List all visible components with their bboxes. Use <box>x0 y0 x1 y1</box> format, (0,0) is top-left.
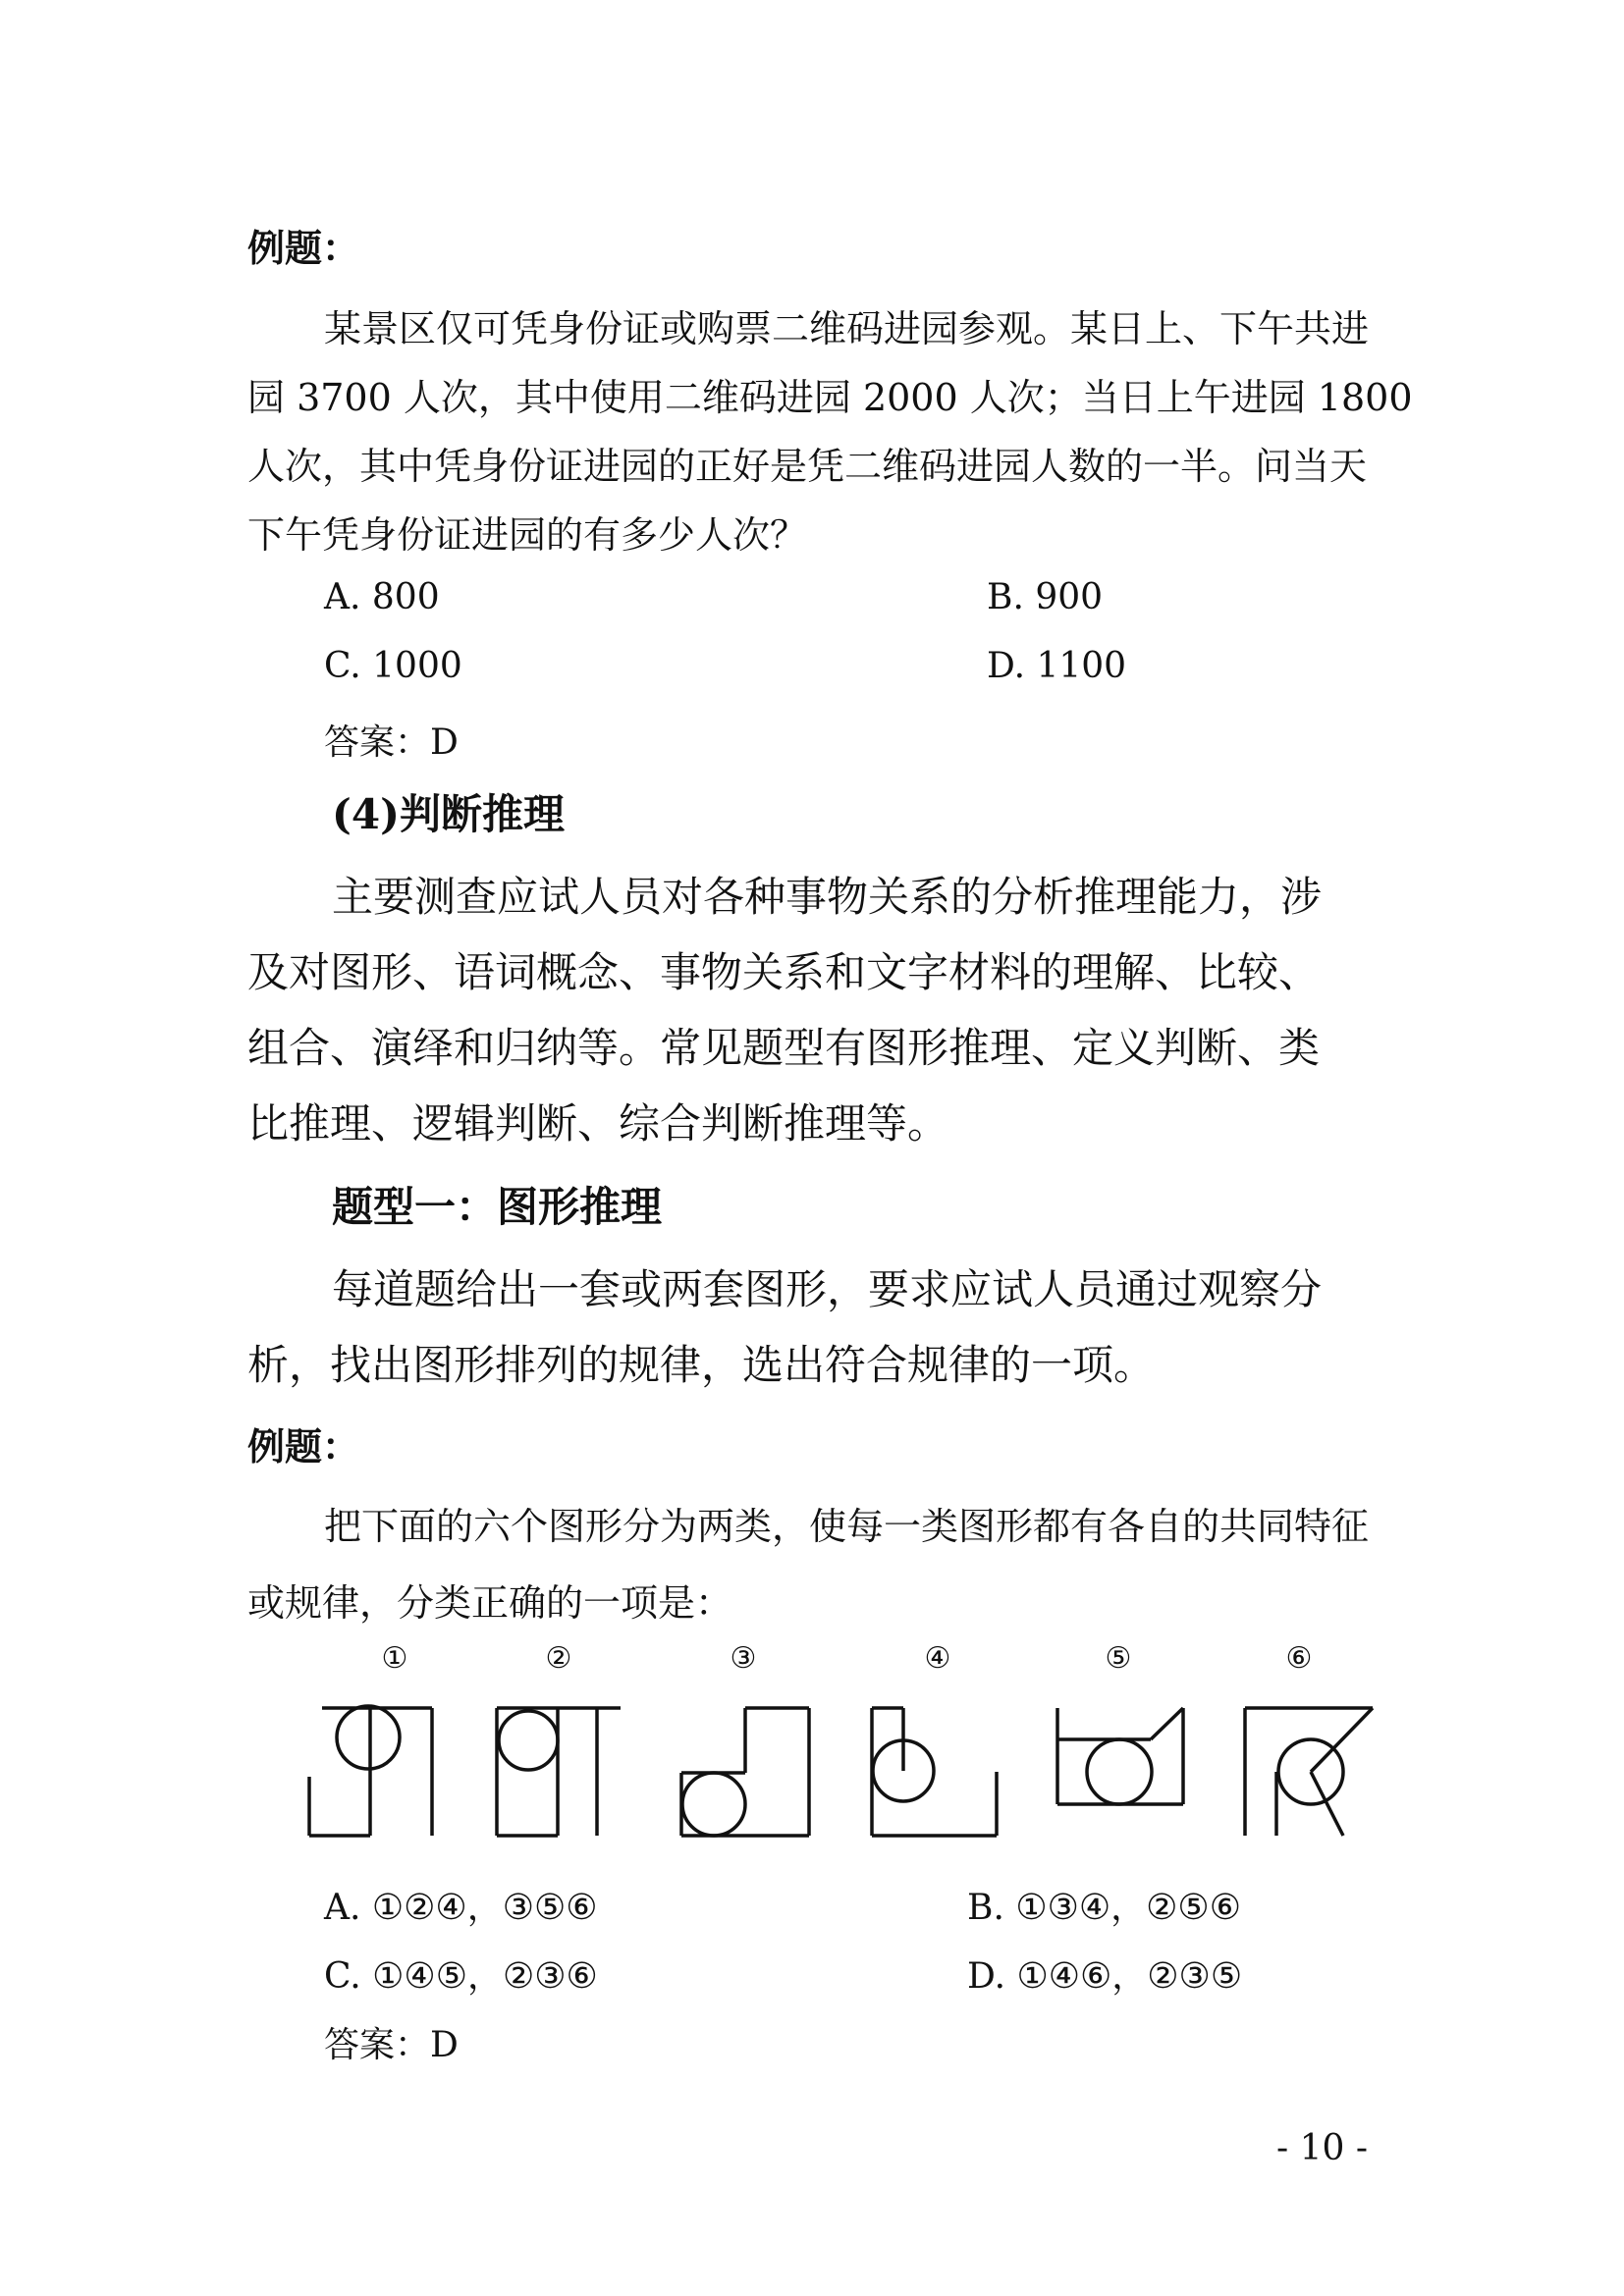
figure-5 <box>1057 1708 1183 1804</box>
q1-text-line-2: 园 3700 人次，其中使用二维码进园 2000 人次；当日上午进园 1800 <box>247 376 1413 419</box>
subsection-text-line-1: 每道题给出一套或两套图形，要求应试人员通过观察分 <box>332 1265 1323 1313</box>
figure-4 <box>872 1708 997 1836</box>
q1-text-line-3: 人次，其中凭身份证进园的正好是凭二维码进园人数的一半。问当天 <box>247 445 1368 488</box>
page-number: - 10 - <box>1276 2128 1369 2168</box>
figure-number-2: ② <box>545 1641 572 1676</box>
section-text-line-3: 组合、演绎和归纳等。常见题型有图形推理、定义判断、类 <box>247 1024 1321 1072</box>
section-text-line-4: 比推理、逻辑判断、综合判断推理等。 <box>247 1099 949 1148</box>
figure-number-1: ① <box>381 1641 408 1676</box>
figure-1 <box>309 1706 432 1836</box>
subsection-heading: 题型一：图形推理 <box>332 1183 663 1231</box>
section-heading: (4)判断推理 <box>332 790 565 838</box>
figure-number-6: ⑥ <box>1285 1641 1313 1676</box>
q2-text-line-2: 或规律，分类正确的一项是： <box>247 1581 733 1625</box>
q2-option-a: A. ①②④，③⑤⑥ <box>324 1888 598 1928</box>
figure-number-5: ⑤ <box>1105 1641 1132 1676</box>
q2-text-line-1: 把下面的六个图形分为两类，使每一类图形都有各自的共同特征 <box>324 1505 1370 1548</box>
figure-3 <box>681 1708 809 1836</box>
section-text-line-2: 及对图形、语词概念、事物关系和文字材料的理解、比较、 <box>247 948 1321 996</box>
q1-option-b: B. 900 <box>987 577 1104 617</box>
q1-option-c: C. 1000 <box>324 646 462 686</box>
q2-option-d: D. ①④⑥，②③⑤ <box>967 1956 1243 1997</box>
q2-option-c: C. ①④⑤，②③⑥ <box>324 1956 598 1997</box>
example-label: 例题： <box>247 226 360 270</box>
q2-option-b: B. ①③④，②⑤⑥ <box>967 1888 1241 1928</box>
example-label: 例题： <box>247 1424 360 1468</box>
q1-answer: 答案：D <box>324 722 459 763</box>
figure-6 <box>1245 1708 1373 1836</box>
subsection-text-line-2: 析，找出图形排列的规律，选出符合规律的一项。 <box>247 1341 1156 1389</box>
q2-answer: 答案：D <box>324 2025 459 2065</box>
q1-option-a: A. 800 <box>324 577 440 617</box>
figure-number-3: ③ <box>730 1641 757 1676</box>
section-text-line-1: 主要测查应试人员对各种事物关系的分析推理能力，涉 <box>332 873 1323 921</box>
q1-option-d: D. 1100 <box>987 646 1127 686</box>
figure-number-4: ④ <box>924 1641 951 1676</box>
q1-text-line-4: 下午凭身份证进园的有多少人次？ <box>247 513 808 557</box>
q1-text-line-1: 某景区仅可凭身份证或购票二维码进园参观。某日上、下午共进 <box>324 307 1370 350</box>
figure-2 <box>497 1708 621 1836</box>
